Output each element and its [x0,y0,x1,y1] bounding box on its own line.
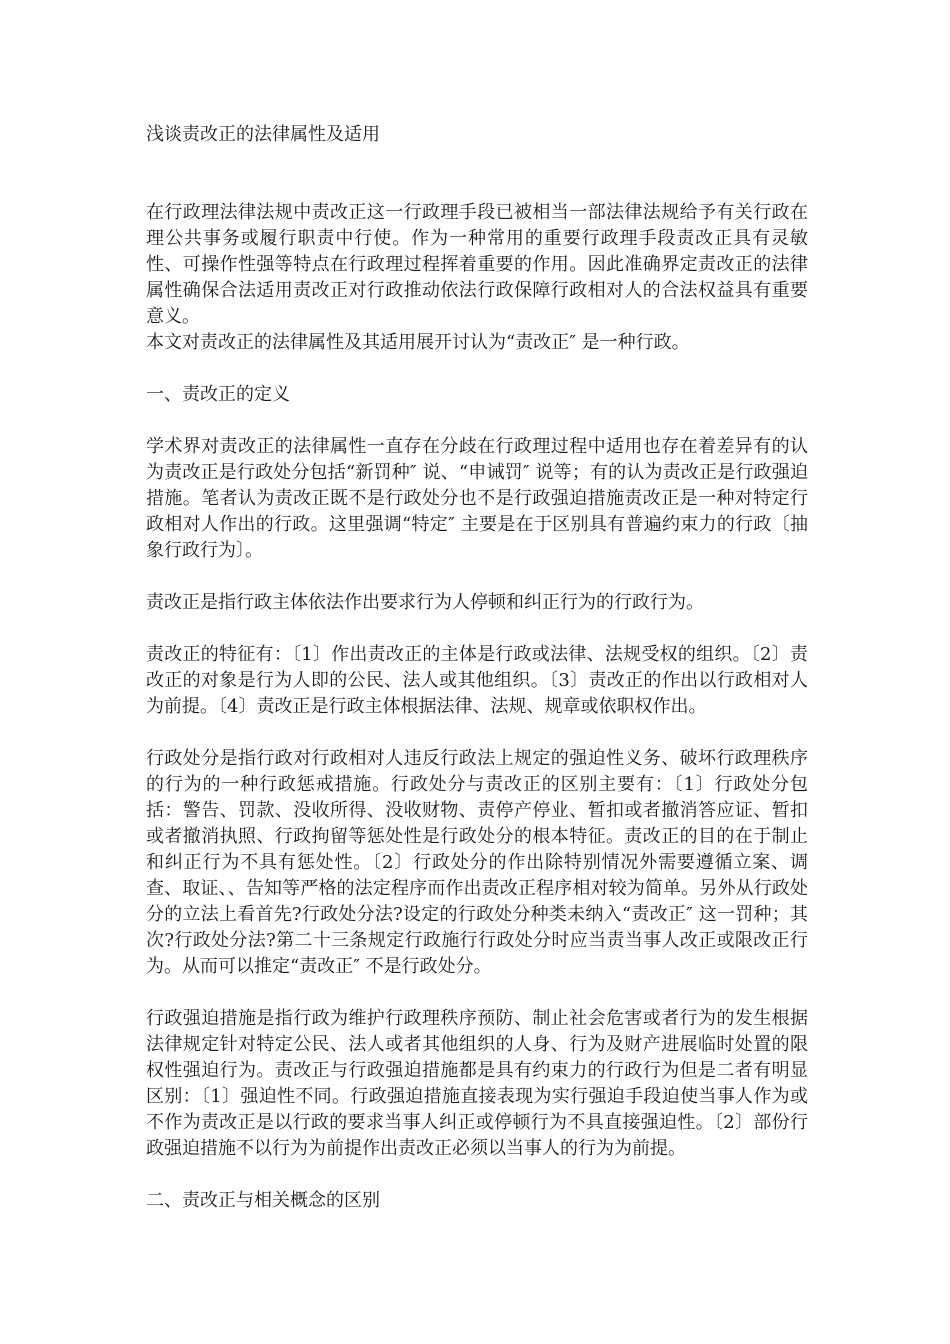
section-heading-distinction: 二、责改正与相关概念的区别 [146,1190,380,1211]
paragraph-definition: 责改正是指行政主体依法作出要求行为人停顿和纠正行为的行政行为。 [146,592,704,613]
section-heading-definition: 一、责改正的定义 [146,384,290,405]
paragraph-administrative-penalty: 行政处分是指行政对行政相对人违反行政法上规定的强迫性义务、破坏行政理秩序的行为的一种行政惩戒措施。行政处分与责改正的区别主要有：〔1〕行政处分包括：警告、罚款、没收所得、没收财物、责停产停业、暂扣或者撤消答应证、暂扣或者撤消执照、行政拘留等惩处性是行政处分的根本特征。责改正的目的在于制止和纠正行为不具有惩处性。〔2〕行政处分的作出除特别情况外需要遵循立案、调查、取证、、告知等严格的法定程序而作出责改正程序相对较为简单。另外从行政处分的立法上看首先?行政处分法?设定的行政处分种类未纳入“责改正″ 这一罚种；其次?行政处分法?第二十三条规定行政施行行政处分时应当责当事人改正或限改正行为。从而可以推定“责改正″ 不是行政处分。 [146,748,808,977]
paragraph-thesis: 本文对责改正的法律属性及其适用展开讨认为“责改正″ 是一种行政。 [146,332,690,353]
paragraph-coercive-measures: 行政强迫措施是指行政为维护行政理秩序预防、制止社会危害或者行为的发生根据法律规定针对特定公民、法人或者其他组织的人身、行为及财产进展临时处置的限权性强迫行为。责改正与行政强迫措施都是具有约束力的行政行为但是二者有明显区别：〔1〕强迫性不同。行政强迫措施直接表现为实行强迫手段迫使当事人作为或不作为责改正是以行政的要求当事人纠正或停顿行为不具直接强迫性。〔2〕部份行政强迫措施不以行为为前提作出责改正必须以当事人的行为为前提。 [146,1008,808,1159]
document-body [146,200,808,1214]
paragraph-academic-views: 学术界对责改正的法律属性一直存在分歧在行政理过程中适用也存在着差异有的认为责改正是行政处分包括“新罚种″ 说、“申诫罚″ 说等；有的认为责改正是行政强迫措施。笔者认为责改正既不是行政处分也不是行政强迫措施责改正是一种对特定行政相对人作出的行政。这里强调“特定″ 主要是在于区别具有普遍约束力的行政〔抽象行政行为〕。 [146,436,808,561]
paragraph-intro: 在行政理法律法规中责改正这一行政理手段已被相当一部法律法规给予有关行政在理公共事务或履行职责中行使。作为一种常用的重要行政理手段责改正具有灵敏性、可操作性强等特点在行政理过程挥着重要的作用。因此准确界定责改正的法律属性确保合法适用责改正对行政推动依法行政保障行政相对人的合法权益具有重要意义。 [146,202,808,327]
paragraph-features: 责改正的特征有：〔1〕作出责改正的主体是行政或法律、法规受权的组织。〔2〕责改正的对象是行为人即的公民、法人或其他组织。〔3〕责改正的作出以行政相对人为前提。〔4〕责改正是行政主体根据法律、法规、规章或依职权作出。 [146,644,808,717]
document-title: 浅谈责改正的法律属性及适用 [146,124,380,145]
